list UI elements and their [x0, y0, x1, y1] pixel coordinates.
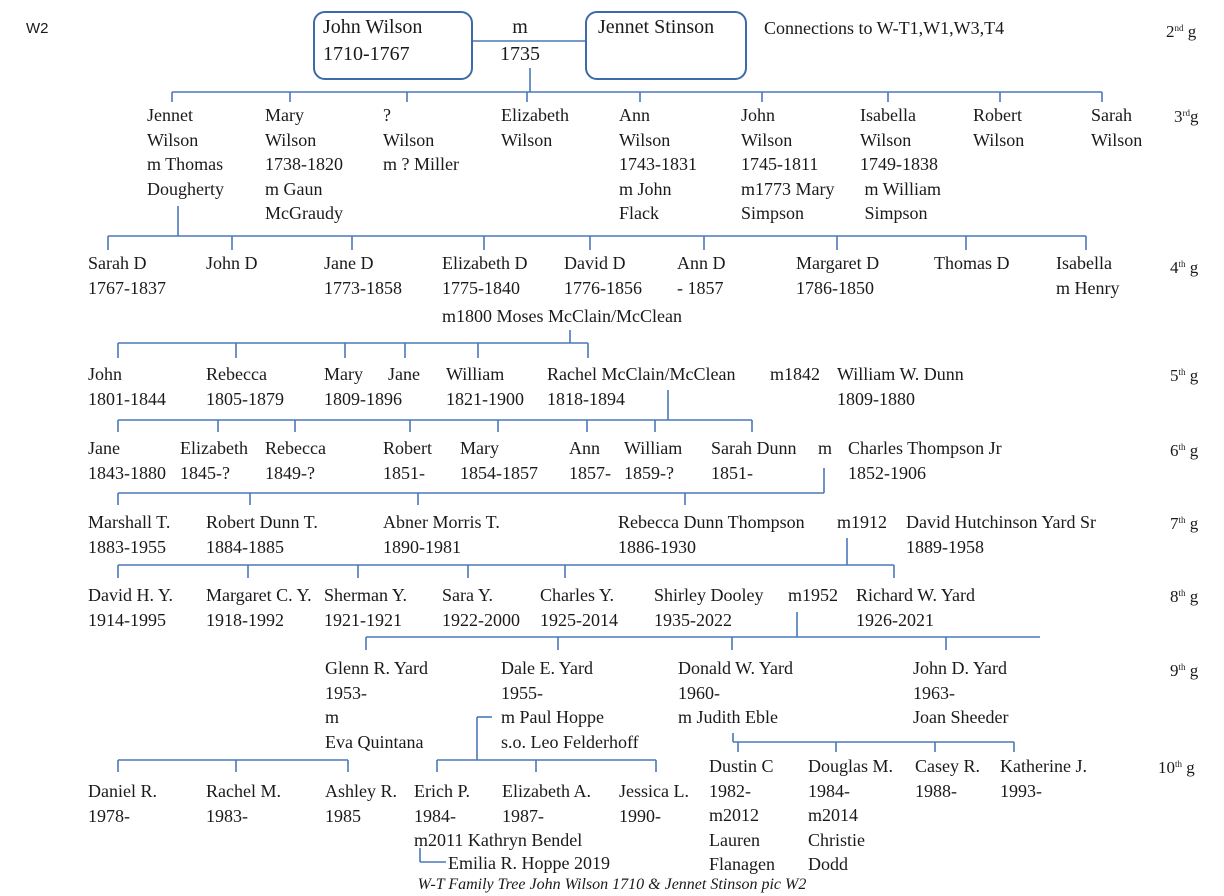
gen3-person: Isabella Wilson 1749-1838 m William Simpson	[860, 105, 941, 223]
gen8-person: Sherman Y. 1921-1921	[324, 585, 407, 630]
gen5-person: William 1821-1900	[446, 364, 524, 409]
generation-label-4: 4th g	[1170, 258, 1199, 277]
gen9-person: John D. Yard 1963- Joan Sheeder	[913, 658, 1009, 727]
gen5-person: Rachel McClain/McClean 1818-1894	[547, 364, 736, 409]
gen8-marriage: m1952	[788, 585, 839, 605]
gen9-person: Dale E. Yard 1955- m Paul Hoppe s.o. Leo Felderhoff	[501, 658, 639, 752]
gen10-person: Erich P. 1984- m2011 Kathryn Bendel	[414, 781, 583, 850]
gen4-person: John D	[206, 253, 258, 273]
husband-john-wilson: John Wilson 1710-1767	[323, 16, 423, 65]
gen7-marriage: m1912	[837, 512, 888, 532]
gen6-spouse: Charles Thompson Jr 1852-1906	[848, 438, 1002, 483]
gen8-person: Charles Y. 1925-2014	[540, 585, 618, 630]
gen3-person: Mary Wilson 1738-1820 m Gaun McGraudy	[265, 105, 343, 223]
gen7-person: Rebecca Dunn Thompson 1886-1930	[618, 512, 805, 557]
gen5-person: Mary 1809-1896	[324, 364, 402, 409]
gen10-person: Dustin C 1982- m2012 Lauren Flanagen	[709, 756, 775, 874]
gen7-person: Abner Morris T. 1890-1981	[383, 512, 500, 557]
gen4-person: Jane D 1773-1858	[324, 253, 402, 298]
gen4-person: David D 1776-1856	[564, 253, 642, 298]
gen4-person: Thomas D	[934, 253, 1010, 273]
gen6-person: Mary 1854-1857	[460, 438, 538, 483]
gen4-person: Isabella m Henry	[1056, 253, 1120, 298]
marriage-1735: m 1735	[500, 16, 540, 65]
gen5-person: Rebecca 1805-1879	[206, 364, 284, 409]
gen10-person: Jessica L. 1990-	[619, 781, 689, 826]
gen4-person: Ann D - 1857	[677, 253, 726, 298]
gen5-marriage: m1842	[770, 364, 821, 384]
gen6-person: William 1859-?	[624, 438, 683, 483]
gen5-person: Jane	[388, 364, 420, 384]
gen6-person: Rebecca 1849-?	[265, 438, 326, 483]
generation-label-2: 2nd g	[1166, 22, 1197, 41]
gen7-spouse: David Hutchinson Yard Sr 1889-1958	[906, 512, 1097, 557]
connections-note: Connections to W-T1,W1,W3,T4	[764, 18, 1005, 38]
generation-label-6: 6th g	[1170, 441, 1199, 460]
generation-label-10: 10th g	[1158, 758, 1195, 777]
generation-label-7: 7th g	[1170, 514, 1199, 533]
gen3-person: ? Wilson m ? Miller	[383, 105, 459, 174]
gen9-person: Glenn R. Yard 1953- m Eva Quintana	[325, 658, 429, 752]
generation-label-3: 3rdg	[1174, 107, 1199, 126]
gen3-person: Robert Wilson	[973, 105, 1025, 150]
gen3-person: Sarah Wilson	[1091, 105, 1143, 150]
caption: W-T Family Tree John Wilson 1710 & Jennet Stinson pic W2	[417, 876, 807, 893]
gen10-person: Casey R. 1988-	[915, 756, 980, 801]
gen10-person: Douglas M. 1984- m2014 Christie Dodd	[808, 756, 893, 874]
gen10-person: Rachel M. 1983-	[206, 781, 281, 826]
gen6-person: Jane 1843-1880	[88, 438, 166, 483]
gen4-person: Elizabeth D 1775-1840	[442, 253, 528, 298]
gen9-person: Donald W. Yard 1960- m Judith Eble	[678, 658, 794, 727]
generation-label-8: 8th g	[1170, 587, 1199, 606]
gen10-person: Elizabeth A. 1987-	[502, 781, 591, 826]
gen6-person: Ann 1857-	[569, 438, 611, 483]
gen3-person: Elizabeth Wilson	[501, 105, 569, 150]
gen7-person: Robert Dunn T. 1884-1885	[206, 512, 318, 557]
gen7-person: Marshall T. 1883-1955	[88, 512, 171, 557]
gen10-person: Katherine J. 1993-	[1000, 756, 1087, 801]
gen6-person: Sarah Dunn 1851-	[711, 438, 797, 483]
gen4-person: Sarah D 1767-1837	[88, 253, 166, 298]
gen8-spouse-left: Shirley Dooley 1935-2022	[654, 585, 764, 630]
gen8-person: Sara Y. 1922-2000	[442, 585, 520, 630]
gen10-person: Daniel R. 1978-	[88, 781, 157, 826]
gen8-person: Margaret C. Y. 1918-1992	[206, 585, 312, 630]
gen6-person: Robert 1851-	[383, 438, 432, 483]
generation-label-9: 9th g	[1170, 661, 1199, 680]
gen6-person: Elizabeth 1845-?	[180, 438, 248, 483]
gen11-person: Emilia R. Hoppe 2019	[448, 853, 610, 873]
gen3-person: Jennet Wilson m Thomas Dougherty	[147, 105, 224, 199]
gen3-person: Ann Wilson 1743-1831 m John Flack	[619, 105, 697, 223]
wife-jennet-stinson: Jennet Stinson	[598, 16, 715, 38]
gen10-person: Ashley R. 1985	[325, 781, 397, 826]
gen8-spouse-right: Richard W. Yard 1926-2021	[856, 585, 976, 630]
gen6-marriage: m	[818, 438, 833, 458]
gen3-person: John Wilson 1745-1811 m1773 Mary Simpson	[741, 105, 835, 223]
gen4-person: Margaret D 1786-1850	[796, 253, 880, 298]
gen8-person: David H. Y. 1914-1995	[88, 585, 173, 630]
generation-label-5: 5th g	[1170, 366, 1199, 385]
gen4-marriage: m1800 Moses McClain/McClean	[442, 306, 682, 326]
page-label: W2	[26, 20, 49, 37]
gen5-spouse: William W. Dunn 1809-1880	[837, 364, 964, 409]
gen5-person: John 1801-1844	[88, 364, 166, 409]
